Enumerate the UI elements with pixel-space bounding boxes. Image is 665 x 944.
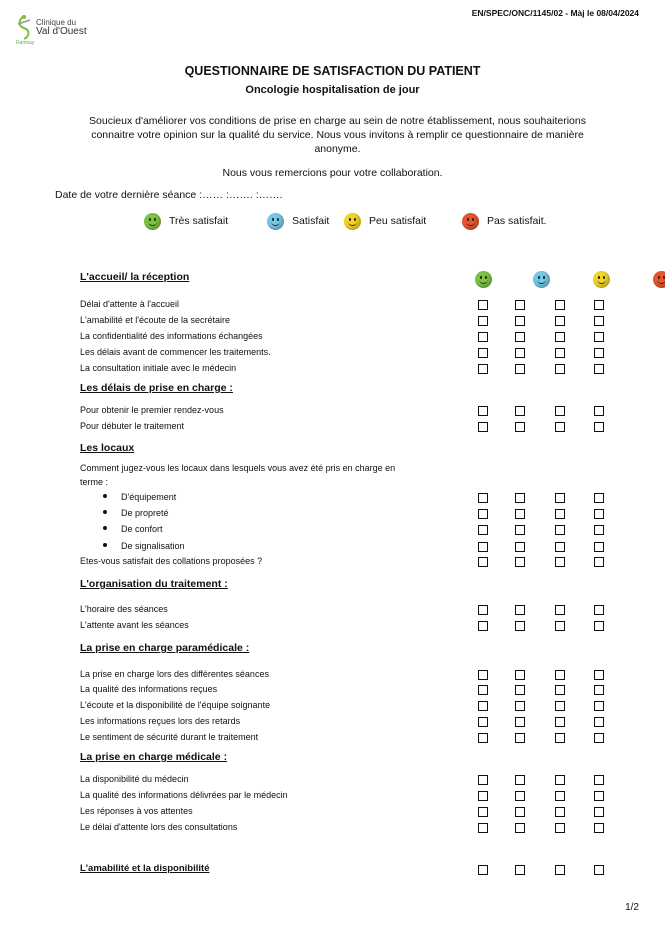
rating-checkbox[interactable] xyxy=(594,525,604,535)
rating-checkbox[interactable] xyxy=(478,557,488,567)
rating-checkbox[interactable] xyxy=(555,865,565,875)
intro-paragraph: Soucieux d'améliorer vos conditions de prise en charge au sein de notre établissement, nous souhaiterions connaitre votre opinion sur la qualité du service. Nous vous invitons à remplir ce questionnaire de manière anonyme. xyxy=(89,115,586,155)
rating-checkbox[interactable] xyxy=(478,525,488,535)
rating-checkbox[interactable] xyxy=(555,493,565,503)
rating-checkbox[interactable] xyxy=(555,332,565,342)
rating-checkbox[interactable] xyxy=(478,316,488,326)
logo-sub: Ramsay xyxy=(16,40,35,46)
rating-checkbox[interactable] xyxy=(515,823,525,833)
rating-checkbox[interactable] xyxy=(594,509,604,519)
rating-checkbox[interactable] xyxy=(478,493,488,503)
rating-checkbox[interactable] xyxy=(594,364,604,374)
rating-checkbox[interactable] xyxy=(478,364,488,374)
bullet-icon xyxy=(103,510,107,514)
rating-checkbox[interactable] xyxy=(594,406,604,416)
legend-label: Très satisfait xyxy=(169,215,229,227)
clinic-logo xyxy=(14,14,104,50)
legend-label: Peu satisfait xyxy=(369,215,427,227)
rating-checkbox[interactable] xyxy=(515,701,525,711)
logo-line2: Val d'Ouest xyxy=(36,26,87,37)
question-row: La consultation initiale avec le médecin xyxy=(80,363,237,373)
rating-checkbox[interactable] xyxy=(515,332,525,342)
document-reference: EN/SPEC/ONC/1145/02 - Màj le 08/04/2024 xyxy=(471,8,639,18)
logo-figure-icon xyxy=(14,14,34,40)
rating-checkbox[interactable] xyxy=(594,621,604,631)
logo-line1: Clinique du xyxy=(36,18,77,27)
rating-checkbox[interactable] xyxy=(515,717,525,727)
column-blue-smiley-icon xyxy=(533,271,550,288)
rating-checkbox[interactable] xyxy=(594,348,604,358)
question-row: L'écoute et la disponibilité de l'équipe soignante xyxy=(80,700,271,710)
rating-checkbox[interactable] xyxy=(555,605,565,615)
rating-checkbox[interactable] xyxy=(515,493,525,503)
page-number: 1/2 xyxy=(625,902,639,913)
rating-checkbox[interactable] xyxy=(555,717,565,727)
rating-checkbox[interactable] xyxy=(555,422,565,432)
rating-checkbox[interactable] xyxy=(555,509,565,519)
rating-checkbox[interactable] xyxy=(594,422,604,432)
rating-checkbox[interactable] xyxy=(478,791,488,801)
question-row: La qualité des informations délivrées par le médecin xyxy=(80,790,288,800)
section-title-delais: Les délais de prise en charge : xyxy=(80,382,233,394)
question-row: La prise en charge lors des différentes séances xyxy=(80,669,269,679)
bullet-item: D'équipement xyxy=(121,492,177,502)
rating-checkbox[interactable] xyxy=(594,791,604,801)
question-row: Pour obtenir le premier rendez-vous xyxy=(80,405,224,415)
rating-checkbox[interactable] xyxy=(555,316,565,326)
rating-checkbox[interactable] xyxy=(515,775,525,785)
rating-checkbox[interactable] xyxy=(515,300,525,310)
rating-checkbox[interactable] xyxy=(555,300,565,310)
rating-checkbox[interactable] xyxy=(515,316,525,326)
rating-checkbox[interactable] xyxy=(478,509,488,519)
bullet-icon xyxy=(103,494,107,498)
section-title-organisation: L'organisation du traitement : xyxy=(80,578,228,590)
rating-checkbox[interactable] xyxy=(478,717,488,727)
rating-checkbox[interactable] xyxy=(555,775,565,785)
rating-checkbox[interactable] xyxy=(515,422,525,432)
rating-checkbox[interactable] xyxy=(594,823,604,833)
rating-checkbox[interactable] xyxy=(555,364,565,374)
rating-checkbox[interactable] xyxy=(478,733,488,743)
rating-checkbox[interactable] xyxy=(594,807,604,817)
rating-checkbox[interactable] xyxy=(555,557,565,567)
bullet-icon xyxy=(103,543,107,547)
question-row: La qualité des informations reçues xyxy=(80,684,218,694)
section-title-medicale: La prise en charge médicale : xyxy=(80,751,228,763)
rating-checkbox[interactable] xyxy=(478,332,488,342)
question-row: Le délai d'attente lors des consultations xyxy=(80,822,238,832)
rating-checkbox[interactable] xyxy=(555,733,565,743)
rating-checkbox[interactable] xyxy=(594,685,604,695)
bullet-item: De propreté xyxy=(121,508,169,518)
rating-checkbox[interactable] xyxy=(478,807,488,817)
rating-checkbox[interactable] xyxy=(515,509,525,519)
rating-checkbox[interactable] xyxy=(478,542,488,552)
question-row: Les délais avant de commencer les traitements. xyxy=(80,347,271,357)
rating-checkbox[interactable] xyxy=(594,332,604,342)
rating-checkbox[interactable] xyxy=(515,791,525,801)
column-red-smiley-icon xyxy=(653,271,665,288)
rating-checkbox[interactable] xyxy=(478,701,488,711)
rating-checkbox[interactable] xyxy=(515,605,525,615)
question-row: Etes-vous satisfait des collations proposées ? xyxy=(80,556,263,566)
question-row: La confidentialité des informations échangées xyxy=(80,331,263,341)
rating-checkbox[interactable] xyxy=(594,670,604,680)
rating-checkbox[interactable] xyxy=(594,733,604,743)
rating-checkbox[interactable] xyxy=(478,670,488,680)
legend-tres-satisfait xyxy=(144,210,228,232)
question-row: L'attente avant les séances xyxy=(80,620,189,630)
logo-text xyxy=(36,18,87,36)
rating-checkbox[interactable] xyxy=(555,406,565,416)
question-row: Le sentiment de sécurité durant le traitement xyxy=(80,732,259,742)
rating-checkbox[interactable] xyxy=(555,685,565,695)
rating-checkbox[interactable] xyxy=(555,542,565,552)
section-title-locaux: Les locaux xyxy=(80,442,135,454)
rating-checkbox[interactable] xyxy=(515,865,525,875)
rating-checkbox[interactable] xyxy=(594,865,604,875)
rating-checkbox[interactable] xyxy=(478,621,488,631)
rating-checkbox[interactable] xyxy=(515,670,525,680)
rating-checkbox[interactable] xyxy=(555,670,565,680)
section-title-amabilite: L'amabilité et la disponibilité xyxy=(80,863,210,874)
rating-checkbox[interactable] xyxy=(515,542,525,552)
question-row: Les réponses à vos attentes xyxy=(80,806,193,816)
bullet-item: De confort xyxy=(121,524,163,534)
rating-checkbox[interactable] xyxy=(555,807,565,817)
locaux-question-line2: terme : xyxy=(80,477,109,487)
rating-checkbox[interactable] xyxy=(478,605,488,615)
section-title-paramedicale: La prise en charge paramédicale : xyxy=(80,642,250,654)
bullet-icon xyxy=(103,526,107,530)
locaux-question-line1: Comment jugez-vous les locaux dans lesquels vous avez été pris en charge en xyxy=(80,463,396,473)
column-green-smiley-icon xyxy=(475,271,492,288)
rating-checkbox[interactable] xyxy=(515,733,525,743)
legend-peu-satisfait xyxy=(344,210,426,232)
rating-checkbox[interactable] xyxy=(515,685,525,695)
rating-checkbox[interactable] xyxy=(594,493,604,503)
rating-checkbox[interactable] xyxy=(478,300,488,310)
smiley-red-icon xyxy=(462,213,479,230)
column-yellow-smiley-icon xyxy=(593,271,610,288)
rating-checkbox[interactable] xyxy=(478,348,488,358)
rating-checkbox[interactable] xyxy=(555,348,565,358)
rating-checkbox[interactable] xyxy=(594,300,604,310)
smiley-blue-icon xyxy=(267,213,284,230)
question-row: L'amabilité et l'écoute de la secrétaire xyxy=(80,315,231,325)
question-row: Pour débuter le traitement xyxy=(80,421,185,431)
rating-checkbox[interactable] xyxy=(594,717,604,727)
question-row: Délai d'attente à l'accueil xyxy=(80,299,179,309)
legend-satisfait xyxy=(267,210,329,232)
question-row: L'horaire des séances xyxy=(80,604,168,614)
page-subtitle: Oncologie hospitalisation de jour xyxy=(245,84,420,96)
legend-label: Satisfait xyxy=(292,215,330,227)
page-title: QUESTIONNAIRE DE SATISFACTION DU PATIENT xyxy=(184,64,481,78)
rating-checkbox[interactable] xyxy=(478,865,488,875)
legend-label: Pas satisfait. xyxy=(487,215,547,227)
rating-checkbox[interactable] xyxy=(594,605,604,615)
smiley-green-icon xyxy=(144,213,161,230)
rating-checkbox[interactable] xyxy=(594,542,604,552)
rating-checkbox[interactable] xyxy=(478,406,488,416)
date-line: Date de votre dernière séance :…… :……. :……. xyxy=(55,189,283,201)
rating-checkbox[interactable] xyxy=(478,823,488,833)
question-row: La disponibilité du médecin xyxy=(80,774,189,784)
rating-checkbox[interactable] xyxy=(594,775,604,785)
section-title-accueil: L'accueil/ la réception xyxy=(80,271,190,283)
rating-checkbox[interactable] xyxy=(555,621,565,631)
question-row: Les informations reçues lors des retards xyxy=(80,716,241,726)
thanks-line: Nous vous remercions pour votre collaboration. xyxy=(222,167,443,179)
rating-checkbox[interactable] xyxy=(515,525,525,535)
rating-checkbox[interactable] xyxy=(594,701,604,711)
rating-checkbox[interactable] xyxy=(478,422,488,432)
rating-checkbox[interactable] xyxy=(515,348,525,358)
rating-checkbox[interactable] xyxy=(515,807,525,817)
rating-checkbox[interactable] xyxy=(515,406,525,416)
rating-checkbox[interactable] xyxy=(515,621,525,631)
rating-checkbox[interactable] xyxy=(515,557,525,567)
rating-checkbox[interactable] xyxy=(555,791,565,801)
bullet-item: De signalisation xyxy=(121,541,185,551)
rating-checkbox[interactable] xyxy=(555,525,565,535)
rating-checkbox[interactable] xyxy=(478,685,488,695)
rating-checkbox[interactable] xyxy=(478,775,488,785)
rating-checkbox[interactable] xyxy=(594,316,604,326)
legend-pas-satisfait xyxy=(462,210,547,232)
smiley-yellow-icon xyxy=(344,213,361,230)
rating-checkbox[interactable] xyxy=(594,557,604,567)
rating-checkbox[interactable] xyxy=(515,364,525,374)
rating-checkbox[interactable] xyxy=(555,823,565,833)
rating-checkbox[interactable] xyxy=(555,701,565,711)
